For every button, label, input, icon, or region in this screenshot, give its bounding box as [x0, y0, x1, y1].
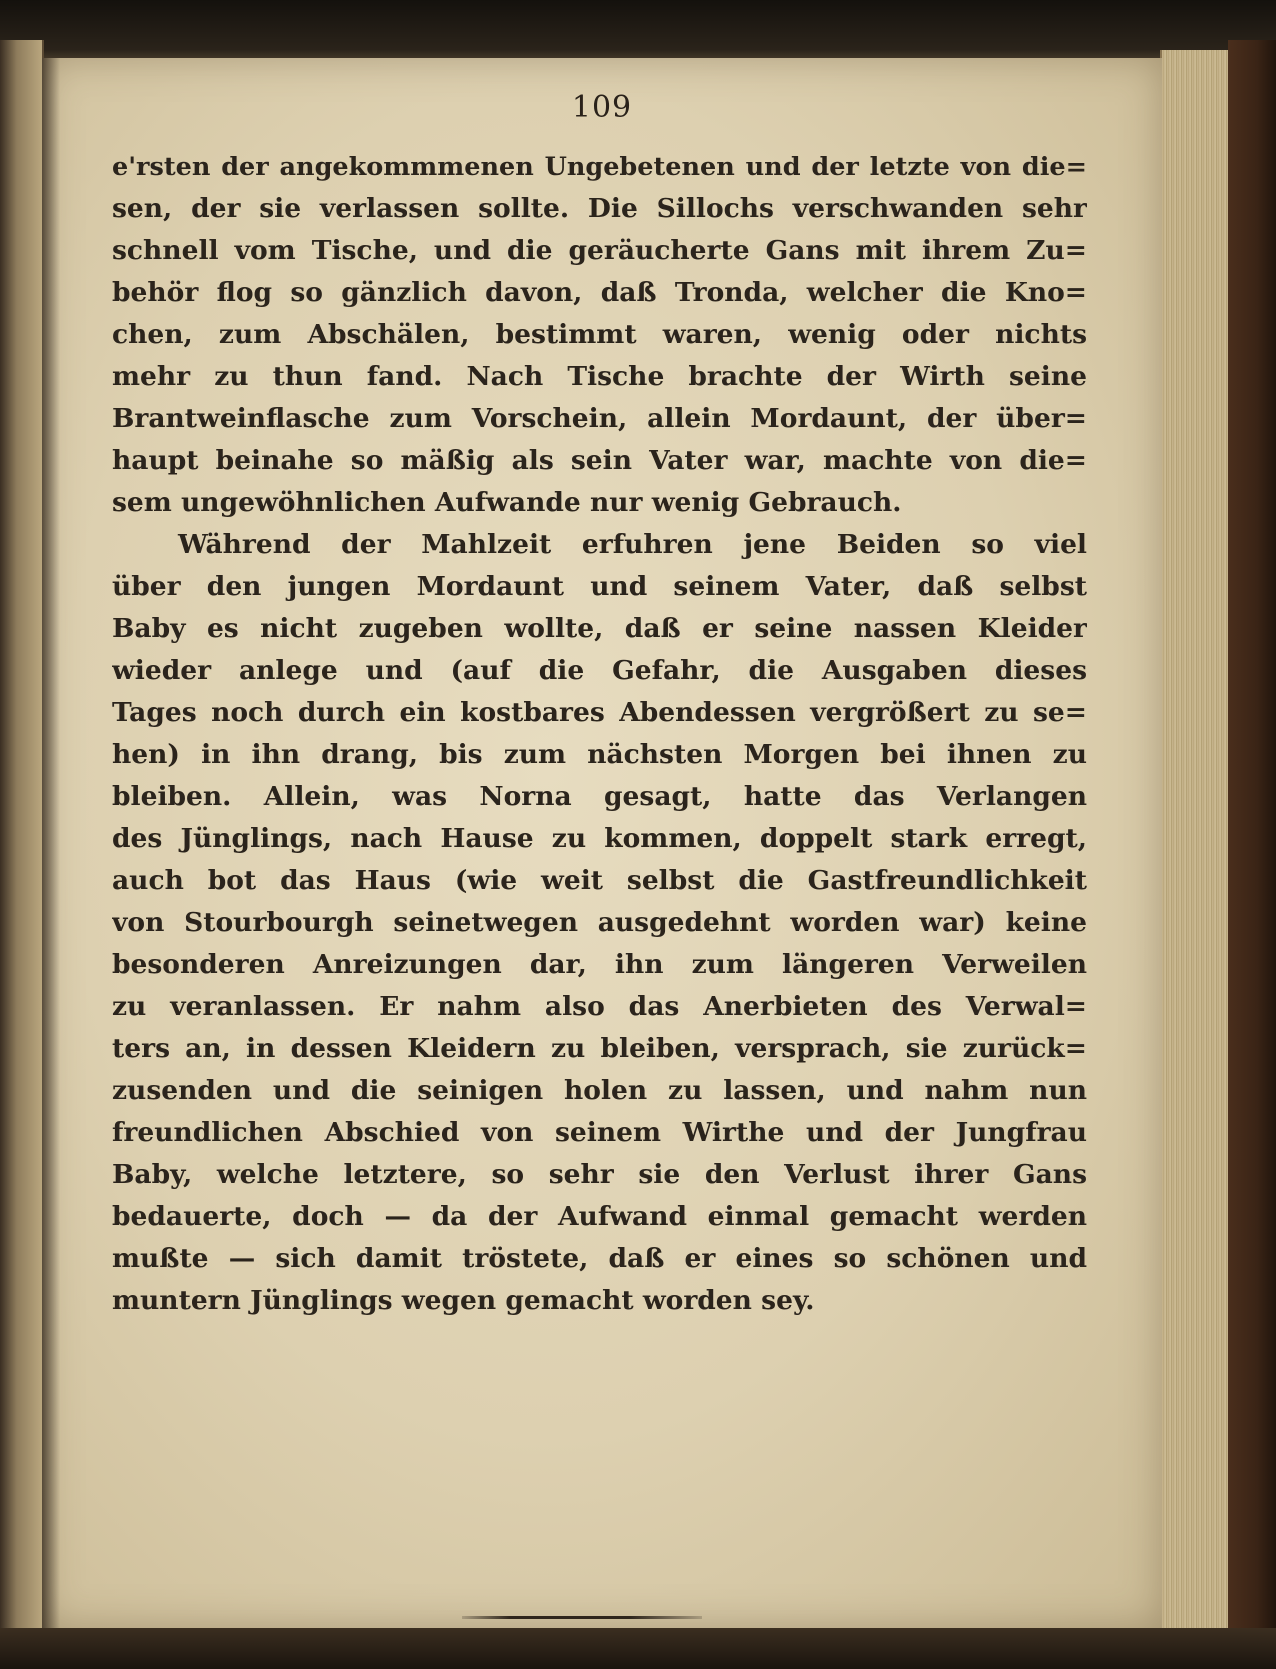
text-line: chen, zum Abschälen, bestimmt waren, wenig oder nichts	[112, 319, 1087, 350]
text-line: sem ungewöhnlichen Aufwande nur wenig Gebrauch.	[112, 487, 902, 518]
text-line: besonderen Anreizungen dar, ihn zum längeren Verweilen	[112, 949, 1087, 980]
text-line: e'rsten der angekommmenen Ungebetenen und der letzte von die=	[112, 152, 1087, 182]
text-line: Baby, welche letztere, so sehr sie den Verlust ihrer Gans	[112, 1159, 1087, 1190]
book-page	[42, 58, 1162, 1628]
text-line: ters an, in dessen Kleidern zu bleiben, versprach, sie zurück=	[112, 1033, 1087, 1064]
text-line: Tages noch durch ein kostbares Abendessen vergrößert zu se=	[112, 697, 1087, 728]
text-line: Baby es nicht zugeben wollte, daß er seine nassen Kleider	[112, 613, 1087, 644]
gutter-shadow	[42, 58, 60, 1628]
text-line: Brantweinflasche zum Vorschein, allein Mordaunt, der über=	[112, 403, 1087, 434]
text-line: von Stourbourgh seinetwegen ausgedehnt worden war) keine	[112, 907, 1087, 938]
paragraph-2	[112, 524, 1087, 1322]
text-line: freundlichen Abschied von seinem Wirthe und der Jungfrau	[112, 1117, 1087, 1148]
text-line: behör flog so gänzlich davon, daß Tronda, welcher die Kno=	[112, 277, 1087, 308]
text-line: mußte — sich damit tröstete, daß er eines so schönen und	[112, 1243, 1087, 1274]
page-block-edges	[1160, 50, 1232, 1640]
text-line: bleiben. Allein, was Norna gesagt, hatte das Verlangen	[112, 781, 1087, 812]
text-line: muntern Jünglings wegen gemacht worden sey.	[112, 1285, 815, 1316]
text-line: des Jünglings, nach Hause zu kommen, doppelt stark erregt,	[112, 823, 1087, 854]
text-line: schnell vom Tische, und die geräucherte Gans mit ihrem Zu=	[112, 235, 1087, 266]
text-line: haupt beinahe so mäßig als sein Vater war, machte von die=	[112, 445, 1087, 476]
text-line: mehr zu thun fand. Nach Tische brachte der Wirth seine	[112, 361, 1087, 392]
top-shadow	[0, 0, 1276, 62]
text-line: auch bot das Haus (wie weit selbst die Gastfreundlichkeit	[112, 865, 1087, 896]
text-line: hen) in ihn drang, bis zum nächsten Morgen bei ihnen zu	[112, 739, 1087, 770]
page-body	[112, 146, 1087, 1322]
bottom-shadow	[0, 1628, 1276, 1669]
paragraph-1	[112, 146, 1087, 524]
book-cover-edge	[1228, 40, 1276, 1669]
text-line: Während der Mahlzeit erfuhren jene Beiden so viel	[178, 529, 1087, 560]
text-line: zu veranlassen. Er nahm also das Anerbieten des Verwal=	[112, 991, 1087, 1022]
page-number: 109	[571, 90, 633, 125]
facing-page-edge	[0, 40, 44, 1640]
text-line: bedauerte, doch — da der Aufwand einmal gemacht werden	[112, 1201, 1087, 1232]
text-line: zusenden und die seinigen holen zu lassen, und nahm nun	[112, 1075, 1087, 1106]
text-line: sen, der sie verlassen sollte. Die Sillochs verschwanden sehr	[112, 193, 1087, 224]
end-rule	[462, 1616, 702, 1619]
text-line: über den jungen Mordaunt und seinem Vater, daß selbst	[112, 571, 1087, 602]
text-line: wieder anlege und (auf die Gefahr, die Ausgaben dieses	[112, 655, 1087, 686]
